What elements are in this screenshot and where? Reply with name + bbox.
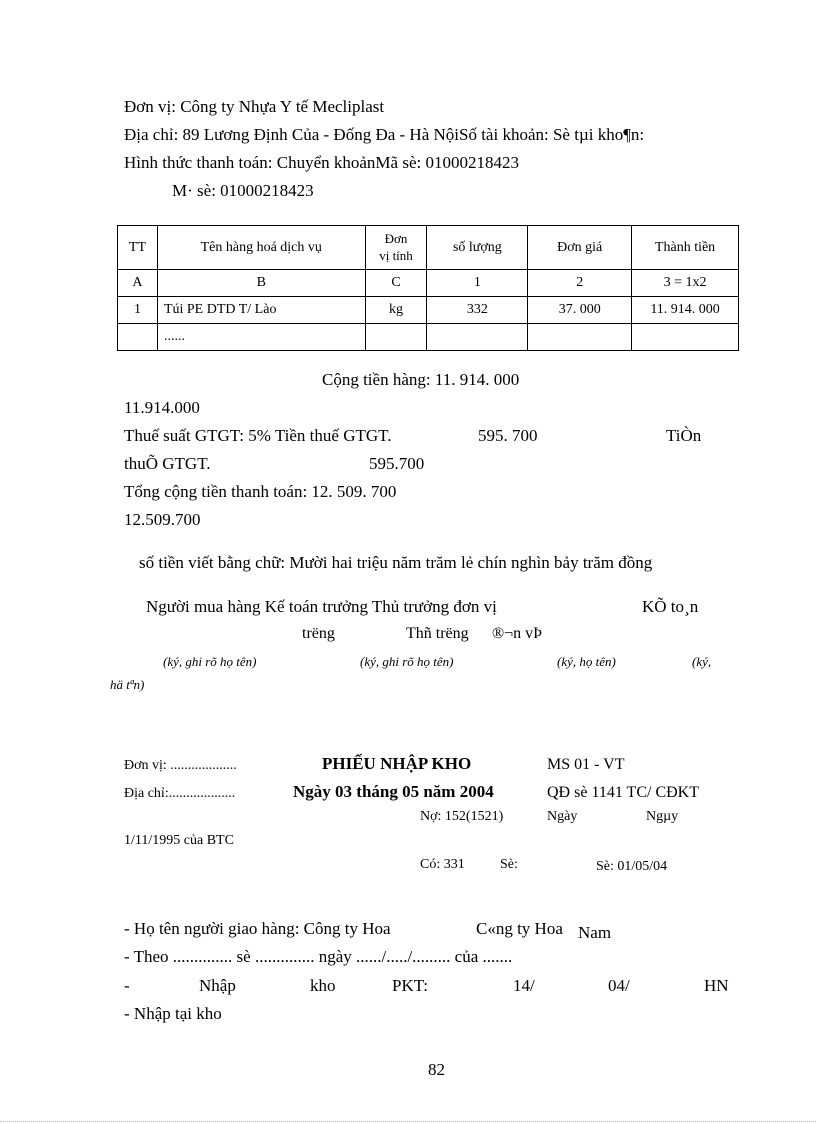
goods-total: Cộng tiền hàng: 11. 914. 000	[322, 370, 520, 389]
cell: 2	[528, 270, 632, 297]
import-part: kho	[310, 976, 336, 995]
company-address: Địa chỉ: 89 Lương Định Của - Đống Đa - Hà NộiSố tài khoản: Sè tµi kho¶n:	[124, 125, 645, 144]
signature-note-4: (ký,	[692, 654, 712, 669]
cell	[528, 324, 632, 351]
cell	[118, 324, 158, 351]
cell	[365, 324, 427, 351]
header-amount: Thành tiền	[632, 226, 739, 270]
cell: 3 = 1x2	[632, 270, 739, 297]
page-number: 82	[428, 1060, 445, 1079]
vat-garbled-2: thuÕ GTGT.	[124, 454, 211, 473]
header-name: Tên hàng hoá dịch vụ	[157, 226, 365, 270]
cell: 37. 000	[528, 297, 632, 324]
import-part: 14/	[513, 976, 535, 995]
receipt-address: Địa chỉ:...................	[124, 786, 236, 801]
signature-garbled-thutruong: Thñ trëng	[406, 625, 469, 642]
header-unit: Đơn vị tính	[365, 226, 427, 270]
signature-garbled-ketoan: KÕ to¸n	[642, 597, 699, 616]
tax-code: M· sè: 01000218423	[172, 181, 314, 200]
deliverer-nam: Nam	[578, 923, 612, 942]
cell	[632, 324, 739, 351]
vat-rate: Thuế suất GTGT: 5% Tiền thuế GTGT.	[124, 426, 392, 445]
cell: C	[365, 270, 427, 297]
receipt-debit: Nợ: 152(1521)	[420, 809, 504, 824]
receipt-decision: QĐ sè 1141 TC/ CĐKT	[547, 784, 699, 801]
signature-note-3: (ký, họ tên)	[557, 654, 616, 669]
header-tt: TT	[118, 226, 158, 270]
table-row	[118, 324, 739, 351]
cell: 1	[118, 297, 158, 324]
import-part: 04/	[608, 976, 630, 995]
header-price: Đơn giá	[528, 226, 632, 270]
signature-note-1: (ký, ghi rõ họ tên)	[163, 654, 257, 669]
vat-value: 595.700	[369, 454, 425, 473]
receipt-form-no: MS 01 - VT	[547, 756, 625, 773]
cell: A	[118, 270, 158, 297]
table-row	[118, 297, 739, 324]
receipt-ngay-garbled: Ngµy	[646, 809, 679, 824]
vat-amount: 595. 700	[478, 426, 538, 445]
table-header-row	[118, 226, 739, 270]
import-part: -	[124, 976, 130, 995]
goods-total-value: 11.914.000	[124, 398, 200, 417]
receipt-decision-date: 1/11/1995 của BTC	[124, 833, 234, 848]
cell: B	[157, 270, 365, 297]
cell: 11. 914. 000	[632, 297, 739, 324]
signature-note-2: (ký, ghi rõ họ tên)	[360, 654, 454, 669]
import-part: HN	[704, 976, 729, 995]
receipt-date: Ngày 03 tháng 05 năm 2004	[293, 782, 494, 801]
table-row	[118, 270, 739, 297]
receipt-credit: Có: 331	[420, 857, 465, 872]
receipt-se-value: Sè: 01/05/04	[596, 859, 668, 874]
grand-total: Tổng cộng tiền thanh toán: 12. 509. 700	[124, 482, 397, 501]
receipt-unit: Đơn vị: ...................	[124, 758, 237, 773]
payment-method: Hình thức thanh toán: Chuyển khoảnMã sè: 01000218423	[124, 153, 519, 172]
signature-garbled-truong: trëng	[302, 625, 335, 642]
deliverer-line: - Họ tên người giao hàng: Công ty Hoa	[124, 919, 391, 938]
import-part: Nhập	[199, 976, 236, 995]
amount-in-words: số tiền viết bằng chữ: Mười hai triệu năm trăm lẻ chín nghìn bảy trăm đồng	[139, 553, 653, 572]
import-at: - Nhập tại kho	[124, 1004, 222, 1023]
vat-garbled-1: TiÒn	[666, 426, 702, 445]
import-part: PKT:	[392, 976, 428, 995]
cell	[427, 324, 528, 351]
cell: 332	[427, 297, 528, 324]
invoice-table	[117, 225, 739, 351]
header-qty: số lượng	[427, 226, 528, 270]
page-footer-line	[0, 1121, 816, 1122]
cell: kg	[365, 297, 427, 324]
signature-garbled-donvi: ®¬n vÞ	[492, 625, 543, 642]
receipt-se-label: Sè:	[500, 857, 518, 872]
receipt-title: PHIẾU NHẬP KHO	[322, 754, 472, 773]
cell: 1	[427, 270, 528, 297]
signature-roles: Người mua hàng Kế toán trưởng Thủ trưởng đơn vị	[146, 597, 497, 616]
signature-note-5: hä tªn)	[110, 677, 145, 692]
cell: ......	[157, 324, 365, 351]
deliverer-garbled: C«ng ty Hoa	[476, 919, 563, 938]
receipt-ngay: Ngày	[547, 809, 578, 824]
company-unit: Đơn vị: Công ty Nhựa Y tế Mecliplast	[124, 97, 385, 116]
grand-total-value: 12.509.700	[124, 510, 201, 529]
theo-line: - Theo .............. sè .............. ngày ....../...../......... của .......	[124, 947, 513, 966]
cell: Túi PE DTD T/ Lào	[157, 297, 365, 324]
